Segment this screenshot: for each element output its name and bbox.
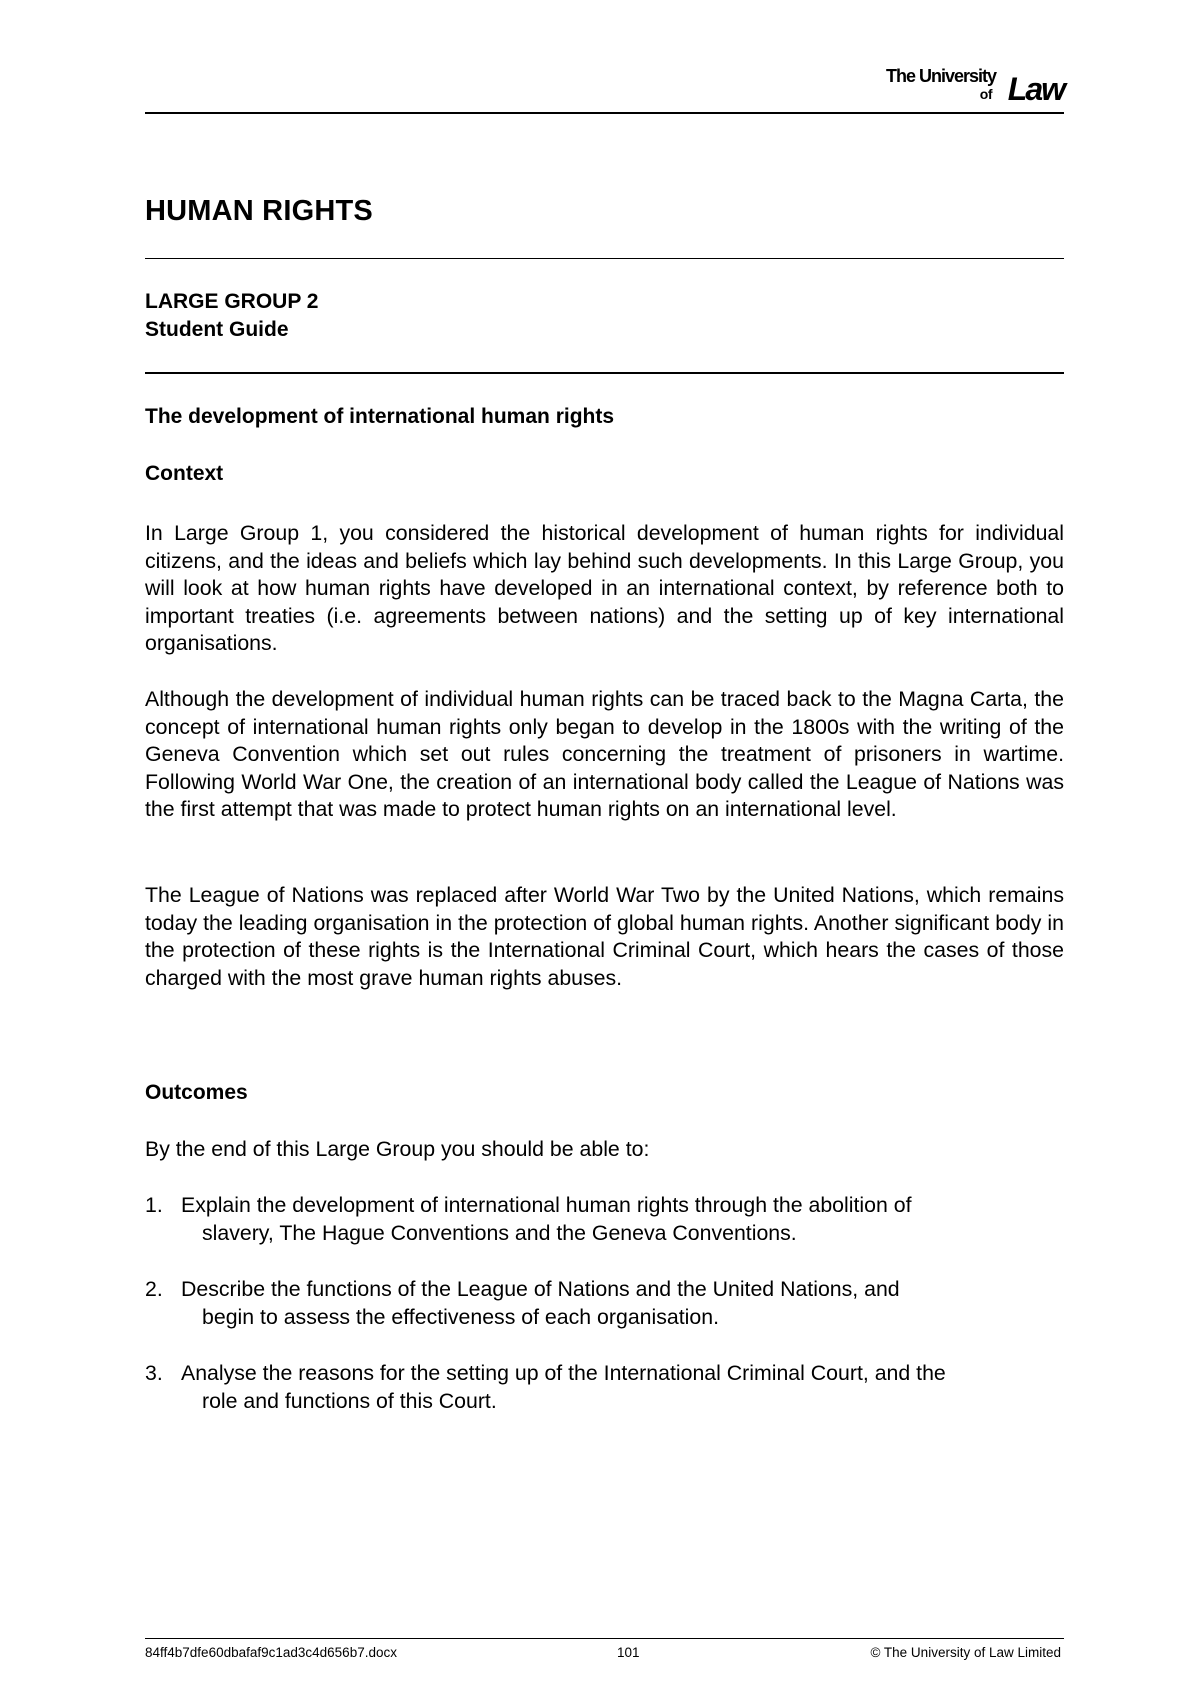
outcome-number: 2. — [145, 1277, 163, 1301]
subtitle-rule — [145, 372, 1064, 374]
context-paragraph-2: Although the development of individual human rights can be traced back to the Magna Carta, the concept of international human rights only began to develop in the 1800s with the writing of the Geneva Convention which set out rules concerning the treatment of prisoners in wartime. Following World War One, the creation of an international body called the League of Nations was the first attempt that was made to protect human rights on an international level. — [145, 687, 1064, 822]
context-paragraph-3: The League of Nations was replaced after World War Two by the United Nations, which remains today the leading organisation in the protection of global human rights. Another significant body in the protection of these rights is the International Criminal Court, which hears the cases of those charged with the most grave human rights abuses. — [145, 883, 1064, 990]
footer-copyright: © The University of Law Limited — [870, 1645, 1061, 1660]
outcomes-heading: Outcomes — [145, 1081, 248, 1104]
outcome-line-1: Explain the development of international human rights through the abolition of — [181, 1193, 912, 1217]
outcome-text — [145, 1276, 1064, 1331]
title-rule — [145, 258, 1064, 259]
university-logo — [854, 64, 1064, 106]
outcome-item — [145, 1360, 1064, 1415]
outcome-item — [145, 1276, 1064, 1331]
outcome-text — [145, 1192, 1064, 1247]
footer-filename: 84ff4b7dfe60dbafaf9c1ad3c4d656b7.docx — [145, 1645, 397, 1660]
subtitle-line-1: LARGE GROUP 2 — [145, 290, 319, 313]
context-heading: Context — [145, 462, 224, 485]
footer-page-number: 101 — [617, 1645, 640, 1660]
outcome-line-1: Analyse the reasons for the setting up of the International Criminal Court, and the — [181, 1361, 946, 1385]
outcome-number: 3. — [145, 1361, 163, 1385]
outcome-line-1: Describe the functions of the League of Nations and the United Nations, and — [181, 1277, 900, 1301]
outcome-number: 1. — [145, 1193, 163, 1217]
outcome-text — [145, 1360, 1064, 1415]
page-title: HUMAN RIGHTS — [145, 195, 373, 227]
outcome-line-2: begin to assess the effectiveness of each organisation. — [202, 1304, 719, 1329]
footer-rule — [145, 1638, 1064, 1639]
logo-line-3: Law — [1007, 71, 1064, 107]
outcome-line-2: role and functions of this Court. — [202, 1388, 497, 1413]
subtitle-line-2: Student Guide — [145, 318, 289, 341]
logo-line-2: of — [979, 86, 992, 102]
outcome-line-2: slavery, The Hague Conventions and the Geneva Conventions. — [202, 1220, 797, 1245]
section-title: The development of international human rights — [145, 405, 615, 428]
logo-line-1: The University — [885, 66, 996, 86]
outcome-item — [145, 1192, 1064, 1247]
context-paragraph-1: In Large Group 1, you considered the historical development of human rights for individual citizens, and the ideas and beliefs which lay behind such developments. In this Large Group, you will look at how human rights have developed in an international context, by reference both to important treaties (i.e. agreements between nations) and the setting up of key international organisations. — [145, 521, 1064, 656]
header-rule — [145, 112, 1064, 114]
outcomes-intro: By the end of this Large Group you should be able to: — [145, 1137, 650, 1161]
